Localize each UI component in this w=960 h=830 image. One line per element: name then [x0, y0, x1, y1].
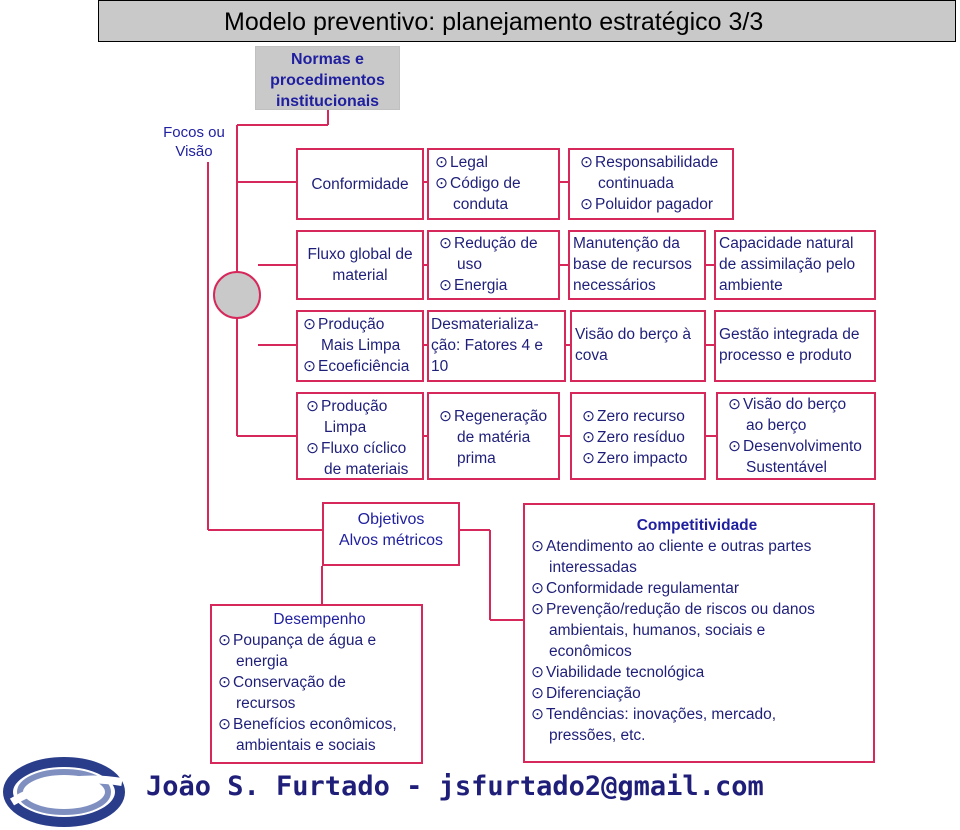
box-text: Manutenção da	[573, 235, 680, 252]
competitividade-box	[523, 503, 875, 763]
objetivos-line: Alvos métricos	[338, 532, 444, 549]
box-text: material	[332, 267, 388, 284]
bullet-item: ⊙ Prevenção/redução de riscos ou danos	[531, 599, 873, 620]
bullet-item: ⊙ Diferenciação	[531, 683, 873, 704]
box-text: Gestão integrada de	[719, 326, 860, 343]
bullet-cont: Sustentável	[746, 459, 827, 476]
bullet-cont: conduta	[453, 196, 509, 213]
box-r4-c1	[296, 392, 424, 480]
bullet-cont: uso	[457, 256, 482, 273]
bullet-item: ⊙ Redução de	[439, 233, 558, 254]
box-r4-c4	[716, 392, 876, 480]
bullet-item: ⊙ Energia	[439, 275, 558, 296]
bullet-item: ⊙ Responsabilidade	[580, 152, 732, 173]
box-r3-c1	[296, 310, 424, 382]
objetivos-box	[322, 502, 460, 566]
bullet-cont: ao berço	[746, 417, 807, 434]
box-text: Conformidade	[311, 176, 409, 193]
bullet-item: ⊙ Visão do berço	[728, 394, 874, 415]
bullet-item: ⊙ Fluxo cíclico	[306, 438, 422, 459]
box-text: de assimilação pelo	[719, 256, 856, 273]
bullet-item: ⊙ Poupança de água e	[218, 630, 421, 651]
box-r2-c1	[296, 230, 424, 300]
focos-line: Visão	[175, 143, 213, 160]
box-text: ção: Fatores 4 e	[431, 337, 544, 354]
bullet-item: ⊙ Regeneração	[439, 406, 558, 427]
bullet-item: ⊙ Benefícios econômicos,	[218, 714, 421, 735]
box-r2-c3	[568, 230, 706, 300]
box-r3-c2	[427, 310, 566, 382]
page-title: Modelo preventivo: planejamento estratégico 3/3	[98, 0, 956, 42]
box-text: Desmaterializa-	[431, 316, 539, 333]
objetivos-line: Objetivos	[357, 511, 425, 528]
box-r2-c4	[714, 230, 876, 300]
bullet-item: ⊙ Tendências: inovações, mercado,	[531, 704, 873, 725]
box-text: Visão do berço à	[575, 326, 692, 343]
bullet-item: ⊙ Conformidade regulamentar	[531, 578, 873, 599]
box-r3-c4	[714, 310, 876, 382]
competitividade-heading: Competitividade	[636, 517, 758, 534]
norms-line: institucionais	[275, 93, 380, 110]
box-text: base de recursos	[573, 256, 692, 273]
bullet-cont: pressões, etc.	[549, 727, 646, 744]
bullet-cont: prima	[457, 450, 496, 467]
bullet-item: ⊙ Zero impacto	[582, 448, 704, 469]
box-text: Capacidade natural	[719, 235, 854, 252]
bullet-cont: energia	[236, 653, 288, 670]
hub-circle	[214, 272, 260, 318]
desempenho-heading: Desempenho	[273, 611, 366, 628]
bullet-item: ⊙ Ecoeficiência	[303, 356, 422, 377]
bullet-item: ⊙ Código de	[435, 173, 558, 194]
bullet-cont: ambientais, humanos, sociais e	[549, 622, 766, 639]
box-r2-c2	[427, 230, 560, 300]
bullet-cont: econômicos	[549, 643, 632, 660]
bullet-item: ⊙ Produção	[306, 396, 422, 417]
bullet-cont: recursos	[236, 695, 296, 712]
bullet-cont: Limpa	[324, 419, 367, 436]
bullet-item: ⊙ Desenvolvimento	[728, 436, 874, 457]
box-text: processo e produto	[719, 347, 852, 364]
bullet-cont: Mais Limpa	[321, 337, 401, 354]
box-r1-c3	[568, 148, 734, 220]
bullet-cont: de matéria	[457, 429, 531, 446]
footer-author: João S. Furtado - jsfurtado2@gmail.com	[146, 771, 764, 802]
bullet-item: ⊙ Zero resíduo	[582, 427, 704, 448]
bullet-item: ⊙ Legal	[435, 152, 558, 173]
bullet-cont: continuada	[598, 175, 674, 192]
bullet-item: ⊙ Poluidor pagador	[580, 194, 732, 215]
box-r3-c3	[570, 310, 706, 382]
box-r4-c3	[570, 392, 706, 480]
norms-line: procedimentos	[270, 72, 385, 89]
swoosh-logo	[2, 752, 132, 828]
bullet-item: ⊙ Zero recurso	[582, 406, 704, 427]
bullet-cont: ambientais e sociais	[236, 737, 376, 754]
bullet-item: ⊙ Conservação de	[218, 672, 421, 693]
desempenho-box	[210, 604, 423, 764]
bullet-cont: interessadas	[549, 559, 637, 576]
box-text: 10	[431, 358, 449, 375]
focos-label	[150, 123, 238, 161]
box-r1-c2	[427, 148, 560, 220]
box-text: cova	[575, 347, 608, 364]
norms-box	[255, 46, 400, 110]
bullet-item: ⊙ Produção	[303, 314, 422, 335]
bullet-cont: de materiais	[324, 461, 409, 478]
box-r1-c1	[296, 148, 424, 220]
norms-line: Normas e	[291, 51, 364, 68]
focos-line: Focos ou	[163, 124, 225, 141]
box-text: Fluxo global de	[307, 246, 413, 263]
bullet-item: ⊙ Viabilidade tecnológica	[531, 662, 873, 683]
box-text: ambiente	[719, 277, 783, 294]
box-text: necessários	[573, 277, 656, 294]
box-r4-c2	[427, 392, 560, 480]
bullet-item: ⊙ Atendimento ao cliente e outras partes	[531, 536, 873, 557]
